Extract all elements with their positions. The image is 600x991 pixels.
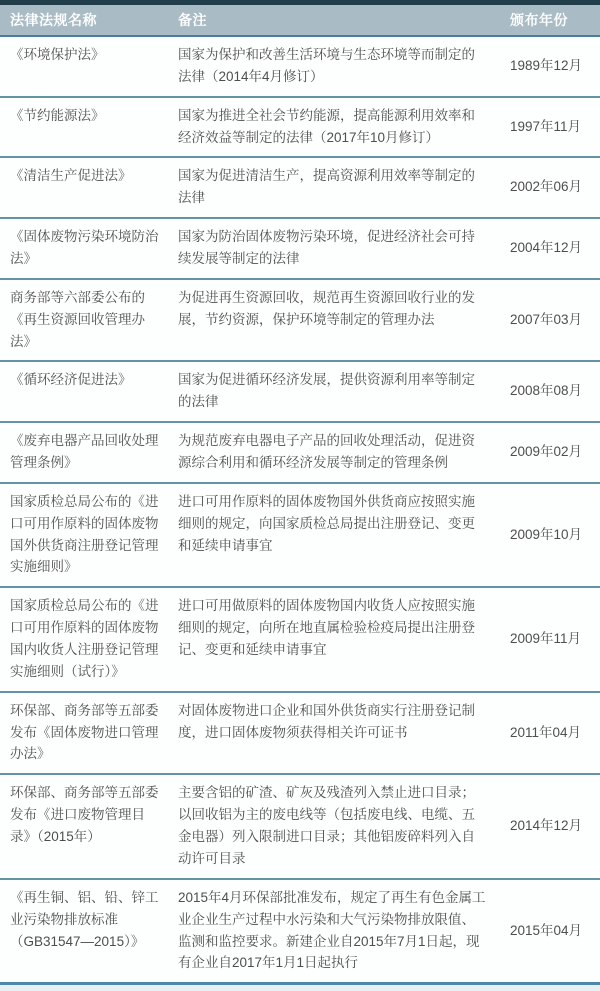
- table-row: [0, 158, 600, 219]
- table-row: [0, 37, 600, 98]
- law-name-cell: 《固体废物污染环境防治法》: [10, 229, 159, 267]
- year-cell: 2009年11月: [510, 631, 582, 647]
- remark-cell: 2015年4月环保部批准发布，规定了再生有色金属工业企业生产过程中水污染和大气污染物排放限值、监测和监控要求。新建企业自2015年7月1日起，现有企业自2017年1月1日起执行: [178, 889, 486, 971]
- table-row: [0, 588, 600, 692]
- remark-cell: 国家为防治固体废物污染环境，促进经济社会可持续发展等制定的法律: [178, 229, 475, 267]
- table-row: [0, 98, 600, 159]
- table-header-row: [0, 5, 600, 37]
- law-name-cell: 《废弃电器产品回收处理管理条例》: [10, 433, 159, 471]
- remark-cell: 为促进再生资源回收，规范再生资源回收行业的发展，节约资源，保护环境等制定的管理办法: [178, 289, 475, 327]
- law-name-cell: 《节约能源法》: [10, 107, 105, 123]
- header-promulgation-year: 颁布年份: [510, 12, 568, 28]
- year-cell: 2002年06月: [510, 179, 583, 195]
- table-row: [0, 219, 600, 280]
- law-name-cell: 环保部、商务部等五部委发布《固体废物进口管理办法》: [10, 702, 159, 762]
- table-row: [0, 880, 600, 985]
- table-row: [0, 423, 600, 484]
- year-cell: 2007年03月: [510, 311, 583, 327]
- header-remark: 备注: [178, 12, 207, 28]
- law-name-cell: 商务部等六部委公布的《再生资源回收管理办法》: [10, 289, 145, 349]
- law-name-cell: 环保部、商务部等五部委发布《进口废物管理目录》（2015年）: [10, 785, 159, 845]
- remark-cell: 进口可用做原料的固体废物国内收货人应按照实施细则的规定，向所在地直属检验检疫局提出注册登记、变更和延续申请事宜: [178, 598, 475, 658]
- remark-cell: 进口可用作原料的固体废物国外供货商应按照实施细则的规定，向国家质检总局提出注册登记、变更和延续申请事宜: [178, 493, 475, 553]
- law-name-cell: 《再生铜、铝、铅、锌工业污染物排放标准（GB31547—2015）》: [10, 889, 159, 949]
- remark-cell: 国家为保护和改善生活环境与生态环境等而制定的法律（2014年4月修订）: [178, 47, 475, 84]
- table-bottom-strip: [0, 985, 600, 991]
- table-body: [0, 37, 600, 985]
- law-name-cell: 《清洁生产促进法》: [10, 168, 132, 184]
- remark-cell: 国家为促进循环经济发展，提供资源利用率等制定的法律: [178, 372, 475, 410]
- law-name-cell: 《循环经济促进法》: [10, 372, 132, 388]
- remark-cell: 主要含铝的矿渣、矿灰及残渣列入禁止进口目录；以回收铝为主的废电线等（包括废电线、电缆、五金电器）列入限制进口目录；其他铝废碎料列入自动许可目录: [178, 785, 475, 866]
- year-cell: 2014年12月: [510, 818, 583, 834]
- table-row: [0, 362, 600, 423]
- law-name-cell: 《环境保护法》: [10, 47, 105, 62]
- remark-cell: 国家为推进全社会节约能源，提高能源利用效率和经济效益等制定的法律（2017年10月修订）: [178, 107, 475, 145]
- law-name-cell: 国家质检总局公布的《进口可用作原料的固体废物国内收货人注册登记管理实施细则（试行）》: [10, 598, 159, 679]
- law-name-cell: 国家质检总局公布的《进口可用作原料的固体废物国外供货商注册登记管理实施细则》: [10, 493, 159, 575]
- year-cell: 2009年02月: [510, 444, 583, 460]
- year-cell: 2008年08月: [510, 383, 583, 399]
- table-row: [0, 484, 600, 588]
- remark-cell: 国家为促进清洁生产，提高资源利用效率等制定的法律: [178, 168, 475, 206]
- remark-cell: 为规范废弃电器电子产品的回收处理活动，促进资源综合利用和循环经济发展等制定的管理条例: [178, 433, 475, 471]
- year-cell: 2015年04月: [510, 922, 583, 938]
- table-row: [0, 280, 600, 363]
- year-cell: 1997年11月: [510, 118, 582, 134]
- remark-cell: 对固体废物进口企业和国外供货商实行注册登记制度，进口固体废物须获得相关许可证书: [178, 702, 475, 740]
- table-row: [0, 693, 600, 776]
- year-cell: 2004年12月: [510, 240, 583, 256]
- header-law-name: 法律法规名称: [10, 12, 97, 28]
- year-cell: 1989年12月: [510, 57, 583, 73]
- year-cell: 2009年10月: [510, 526, 583, 542]
- year-cell: 2011年04月: [510, 724, 582, 740]
